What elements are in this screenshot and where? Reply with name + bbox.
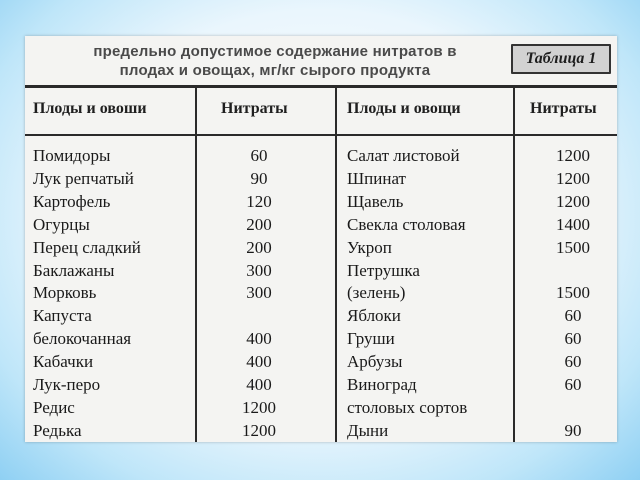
caption-line-2: плодах и овощах, мг/кг сырого продукта [119,62,431,79]
right-product-name: Арбузы [347,352,403,371]
left-product-name: Морковь [33,283,97,302]
left-product-name: Капуста [33,306,92,325]
left-nitrate-value: 400 [246,375,272,394]
column-divider [513,88,515,442]
right-nitrate-value: 1500 [556,238,590,257]
right-nitrate-value: 1200 [556,169,590,188]
right-product-name: Щавель [347,192,404,211]
table-caption [55,42,495,80]
column-divider [195,88,197,442]
right-nitrate-value: 1200 [556,146,590,165]
right-nitrate-value: 1500 [556,283,590,302]
left-product-name: Лук репчатый [33,169,134,188]
header-right-value: Нитраты [530,100,597,117]
right-product-name: Яблоки [347,306,401,325]
right-product-name: Виноград [347,375,417,394]
left-product-name: Огурцы [33,215,90,234]
header-right-name: Плоды и овощи [347,100,461,117]
nitrates-table [25,85,617,442]
left-nitrate-value: 200 [246,238,272,257]
right-product-name: Дыни [347,421,389,440]
left-product-name: Картофель [33,192,111,211]
left-product-name: Баклажаны [33,261,115,280]
column-divider [335,88,337,442]
header-divider [25,134,617,136]
left-nitrate-value: 1200 [242,398,276,417]
right-product-name: Укроп [347,238,392,257]
left-nitrate-value: 400 [246,329,272,348]
left-product-name: белокочанная [33,329,132,348]
right-nitrate-value: 60 [564,375,582,394]
header-left-value: Нитраты [221,100,288,117]
left-nitrate-value: 1200 [242,421,276,440]
right-product-name: (зелень) [347,283,406,302]
left-product-name: Помидоры [33,146,111,165]
left-nitrate-value: 200 [246,215,272,234]
right-product-name: столовых сортов [347,398,468,417]
left-nitrate-value: 60 [250,146,268,165]
left-product-name: Кабачки [33,352,94,371]
right-product-name: Петрушка [347,261,420,280]
right-nitrate-value: 1400 [556,215,590,234]
right-product-name: Груши [347,329,395,348]
right-nitrate-value: 60 [564,329,582,348]
table-label: Таблица 1 [511,44,611,74]
left-nitrate-value: 120 [246,192,272,211]
left-product-name: Редис [33,398,75,417]
right-product-name: Шпинат [347,169,406,188]
left-nitrate-value: 300 [246,283,272,302]
left-nitrate-value: 90 [250,169,268,188]
right-nitrate-value: 1200 [556,192,590,211]
right-product-name: Свекла столовая [347,215,466,234]
right-product-name: Салат листовой [347,146,460,165]
left-product-name: Лук-перо [33,375,101,394]
table-sheet [25,36,617,442]
right-nitrate-value: 60 [564,306,582,325]
left-nitrate-value: 300 [246,261,272,280]
right-nitrate-value: 90 [564,421,582,440]
left-product-name: Редька [33,421,82,440]
left-product-name: Перец сладкий [33,238,141,257]
caption-line-1: предельно допустимое содержание нитратов в [93,43,457,60]
right-nitrate-value: 60 [564,352,582,371]
left-nitrate-value: 400 [246,352,272,371]
header-left-name: Плоды и овоши [33,100,147,117]
